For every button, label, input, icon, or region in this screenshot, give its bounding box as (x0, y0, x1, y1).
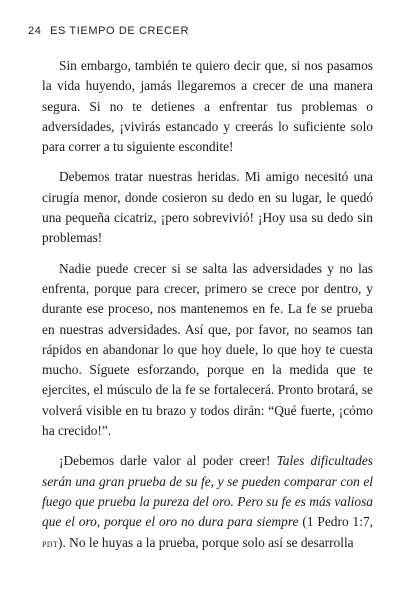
paragraph-4 (42, 451, 373, 553)
paragraph-2: Debemos tratar nuestras heridas. Mi amigo necesitó una cirugía menor, donde cosieron su dedo en su lugar, le quedó una pequeña cicatriz, ¡pero sobrevivió! ¡Hoy usa su dedo sin problemas! (42, 169, 373, 246)
page-number: 24 (28, 25, 42, 37)
paragraph-4-lead: ¡Debemos darle valor al poder creer! (59, 453, 277, 469)
body-text (42, 56, 373, 564)
running-title: ES TIEMPO DE CRECER (50, 25, 190, 37)
running-header (28, 25, 189, 37)
citation-close: ). No le huyas a la prueba, porque solo así se desarrolla (58, 534, 354, 550)
paragraph-1: Sin embargo, también te quiero decir que, si nos pasamos la vida huyendo, jamás llegaremos a crecer de una manera segura. Si no te detienes a enfrentar tus problemas o adversidades, ¡vivirás estancado y creerás lo suficiente solo para correr a tu siguiente escondite! (42, 58, 373, 155)
citation-open: (1 Pedro 1:7, (298, 514, 373, 530)
bible-quote: Tales dificultades serán una gran prueba de su fe, y se pueden comparar con el fuego que prueba la pureza del oro. Pero su fe es más valiosa que el oro, porque el oro no dura para siempre (42, 453, 373, 530)
bible-version: pdt (42, 537, 59, 550)
paragraph-3: Nadie puede crecer si se salta las adversidades y no las enfrenta, porque para crecer, primero se crece por dentro, y durante ese proceso, nos mantenemos en fe. La fe se prueba en nuestras adversidades. Así que, por favor, no seamos tan rápidos en abandonar lo que hoy duele, lo que hoy te cuesta mucho. Síguete esforzando, porque en la medida que te ejercites, el músculo de la fe se fortalecerá. Pronto brotará, se volverá visible en tu brazo y todos dirán: “Qué fuerte, ¡cómo ha crecido!”. (42, 260, 373, 439)
